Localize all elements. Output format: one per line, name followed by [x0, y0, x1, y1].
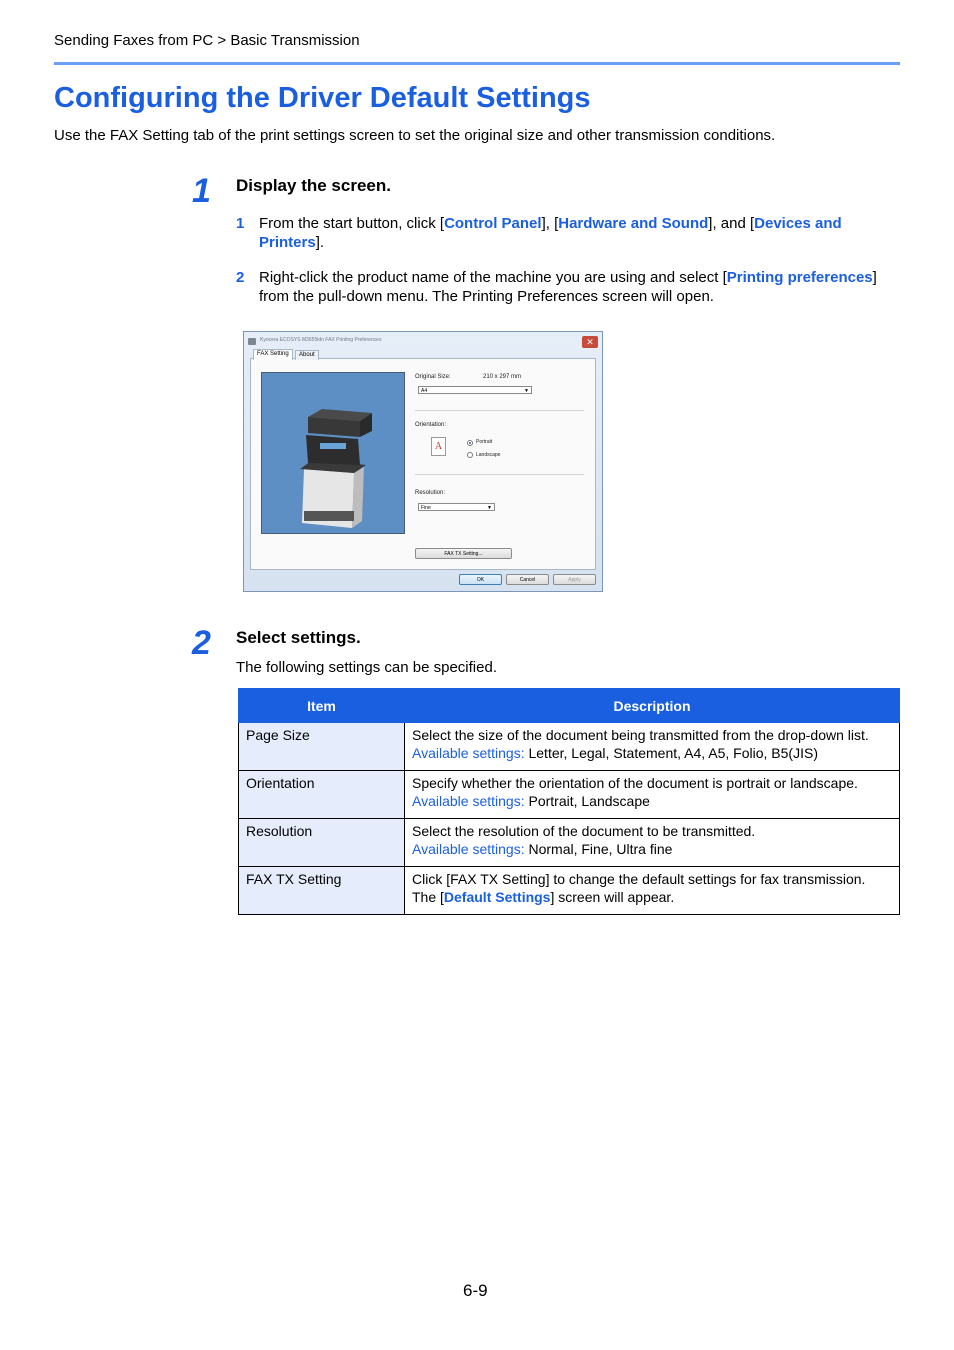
available-label: Available settings:: [412, 744, 525, 761]
landscape-radio[interactable]: [467, 452, 473, 458]
page-title: Configuring the Driver Default Settings: [54, 82, 591, 114]
divider: [415, 474, 584, 475]
substep-text: ] from the pull-down menu. The Printing Preferences screen will open.: [259, 269, 877, 305]
item-cell: Resolution: [239, 819, 405, 867]
mfp-printer-illustration: [262, 373, 404, 533]
table-header-row: [239, 689, 900, 723]
portrait-label: Portrait: [476, 439, 493, 445]
ok-button[interactable]: OK: [459, 574, 502, 585]
original-size-select[interactable]: [418, 386, 532, 394]
apply-button[interactable]: Apply: [553, 574, 596, 585]
item-cell: FAX TX Setting: [239, 867, 405, 915]
description-text: Select the size of the document being transmitted from the drop-down list.: [412, 727, 869, 743]
substep-text: From the start button, click [: [259, 215, 445, 232]
orientation-label: Orientation:: [415, 422, 447, 428]
description-fragment: ] screen will appear.: [550, 888, 675, 905]
resolution-selected: Fine: [421, 505, 431, 511]
description-text: Specify whether the orientation of the document is portrait or landscape.: [412, 775, 858, 791]
available-settings: [412, 793, 892, 811]
description-cell: [405, 867, 900, 915]
available-values: Normal, Fine, Ultra fine: [528, 840, 673, 857]
intro-text: Use the FAX Setting tab of the print settings screen to set the original size and other transmission conditions.: [54, 127, 776, 144]
item-cell: Page Size: [239, 723, 405, 771]
substep-text: ], [: [541, 215, 559, 232]
devices-and-printers-link[interactable]: Devices and Printers: [259, 215, 842, 251]
chevron-down-icon: ▼: [487, 505, 492, 511]
cancel-button[interactable]: Cancel: [506, 574, 549, 585]
header-divider: [54, 62, 900, 65]
substep-number: 2: [236, 269, 245, 286]
available-settings: [412, 841, 892, 859]
description-cell: [405, 819, 900, 867]
substep-text: ].: [315, 234, 325, 251]
header-item: Item: [239, 689, 405, 723]
dialog-sheet: [250, 351, 596, 570]
page-number: 6-9: [463, 1281, 488, 1300]
tab-about[interactable]: About: [295, 350, 319, 360]
printing-preferences-link[interactable]: Printing preferences: [726, 269, 873, 286]
table-row: [239, 819, 900, 867]
header-description: Description: [405, 689, 900, 723]
step-heading-2: Select settings.: [236, 628, 361, 647]
original-size-value: 210 x 297 mm: [483, 374, 522, 380]
original-size-selected: A4: [421, 388, 428, 394]
printer-preview: [261, 372, 405, 534]
description-cell: [405, 723, 900, 771]
tab-fax-setting[interactable]: FAX Setting: [253, 349, 293, 360]
step-number-1: 1: [192, 172, 211, 210]
table-row: [239, 723, 900, 771]
breadcrumb: Sending Faxes from PC > Basic Transmission: [54, 32, 360, 49]
description-text: Click [FAX TX Setting] to change the default settings for fax transmission.: [412, 871, 866, 887]
substep-1-2: [236, 268, 896, 306]
original-size-label: Original Size:: [415, 374, 451, 380]
step-number-2: 2: [192, 624, 211, 662]
description-cell: [405, 771, 900, 819]
dialog-title: Kyocera ECOSYS M3655idn FAX Printing Preferences: [260, 337, 382, 343]
landscape-label: Landscape: [476, 452, 501, 458]
description-text: Select the resolution of the document to be transmitted.: [412, 823, 756, 839]
substep-text: ], and [: [708, 215, 755, 232]
step-2-text: The following settings can be specified.: [236, 659, 497, 676]
printer-icon: [248, 338, 256, 345]
fax-tx-setting-button[interactable]: FAX TX Setting...: [415, 548, 512, 559]
item-cell: Orientation: [239, 771, 405, 819]
close-icon[interactable]: ✕: [582, 336, 598, 348]
orientation-preview-icon: A: [431, 437, 446, 456]
dialog-titlebar: [248, 335, 598, 351]
available-values: Portrait, Landscape: [528, 792, 650, 809]
control-panel-link[interactable]: Control Panel: [444, 215, 542, 232]
table-row: [239, 867, 900, 915]
printing-preferences-dialog: [243, 331, 603, 592]
resolution-select[interactable]: [418, 503, 495, 511]
available-settings: [412, 745, 892, 763]
default-settings-link[interactable]: Default Settings: [443, 888, 551, 905]
description-fragment: The [: [412, 888, 444, 905]
step-heading-1: Display the screen.: [236, 176, 391, 195]
hardware-and-sound-link[interactable]: Hardware and Sound: [558, 215, 709, 232]
resolution-label: Resolution:: [415, 490, 446, 496]
divider: [415, 410, 584, 411]
available-label: Available settings:: [412, 840, 525, 857]
available-values: Letter, Legal, Statement, A4, A5, Folio, B5(JIS): [528, 744, 818, 761]
table-row: [239, 771, 900, 819]
portrait-radio[interactable]: [467, 440, 473, 446]
description-text: [412, 889, 892, 907]
chevron-down-icon: ▼: [524, 388, 529, 394]
settings-table: [238, 688, 900, 915]
available-label: Available settings:: [412, 792, 525, 809]
substep-1-1: [236, 214, 896, 252]
substep-number: 1: [236, 215, 245, 232]
substep-text: Right-click the product name of the machine you are using and select [: [259, 269, 727, 286]
